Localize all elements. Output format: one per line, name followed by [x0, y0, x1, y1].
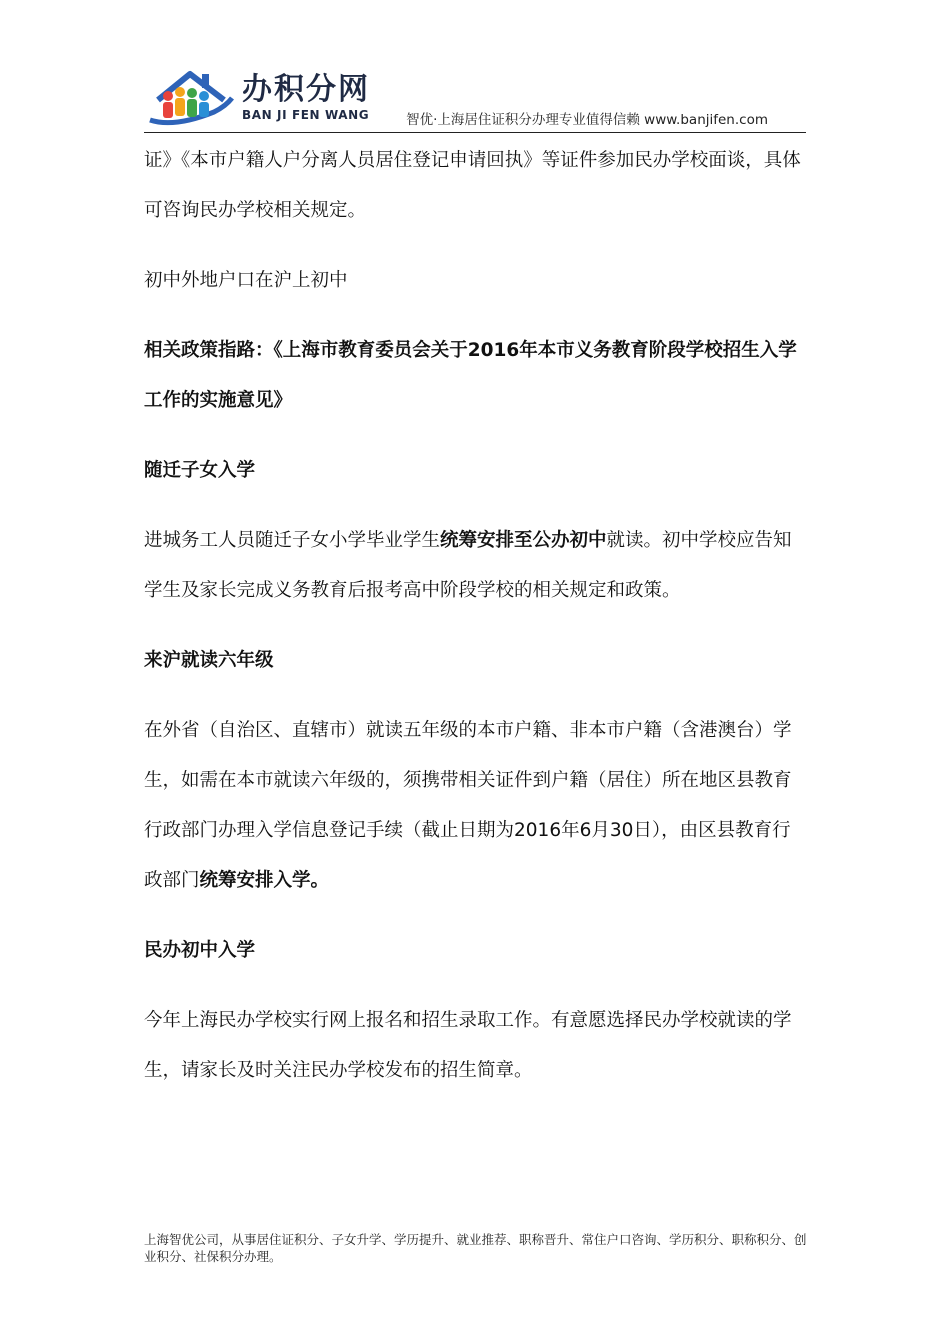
document-body	[144, 136, 806, 1116]
text-run: 进城务工人员随迁子女小学毕业学生	[144, 530, 441, 551]
paragraph-private-school: 今年上海民办学校实行网上报名和招生录取工作。有意愿选择民办学校就读的学生，请家长及时关注民办学校发布的招生简章。	[144, 1010, 792, 1081]
paragraph-migrant-children	[144, 516, 806, 616]
section-subtitle: 初中外地户口在沪上初中	[144, 270, 348, 291]
heading-migrant-children: 随迁子女入学	[144, 460, 256, 481]
heading-private-school: 民办初中入学	[144, 940, 256, 961]
paragraph-interview-docs: 证》《本市户籍人户分离人员居住登记申请回执》等证件参加民办学校面谈，具体可咨询民办学校相关规定。	[144, 150, 801, 221]
text-run: 在外省（自治区、直辖市）就读五年级的本市户籍、非本市户籍（含港澳台）学生，如需在本市就读六年级的，须携带相关证件到户籍（居住）所在地区县教育行政部门办理入学信息登记手续（截止日期为2016年6月30日），由区县教育行政部门	[144, 720, 792, 891]
header-tagline: 智优·上海居住证积分办理专业值得信赖 www.banjifen.com	[406, 112, 768, 128]
logo-english-text: BAN JI FEN WANG	[242, 108, 370, 122]
bold-text-run: 统筹安排入学。	[199, 870, 330, 891]
text-run: 就读。初中学校应告知学生及家长完成义务教育后报考高中阶段学校的相关规定和政策。	[144, 530, 792, 601]
bold-text-run: 统筹安排至公办初中	[440, 530, 607, 551]
page-footer: 上海智优公司，从事居住证积分、子女升学、学历提升、就业推荐、职称晋升、常住户口咨询、学历积分、职称积分、创业积分、社保积分办理。	[144, 1232, 807, 1264]
policy-reference: 相关政策指路：《上海市教育委员会关于2016年本市义务教育阶段学校招生入学工作的实施意见》	[144, 340, 797, 411]
house-people-logo-icon	[144, 62, 240, 128]
paragraph-grade-six	[144, 706, 806, 906]
page-header	[144, 60, 806, 133]
site-logo[interactable]	[144, 62, 384, 128]
logo-chinese-text: 办积分网	[242, 72, 370, 107]
heading-grade-six: 来沪就读六年级	[144, 650, 274, 671]
